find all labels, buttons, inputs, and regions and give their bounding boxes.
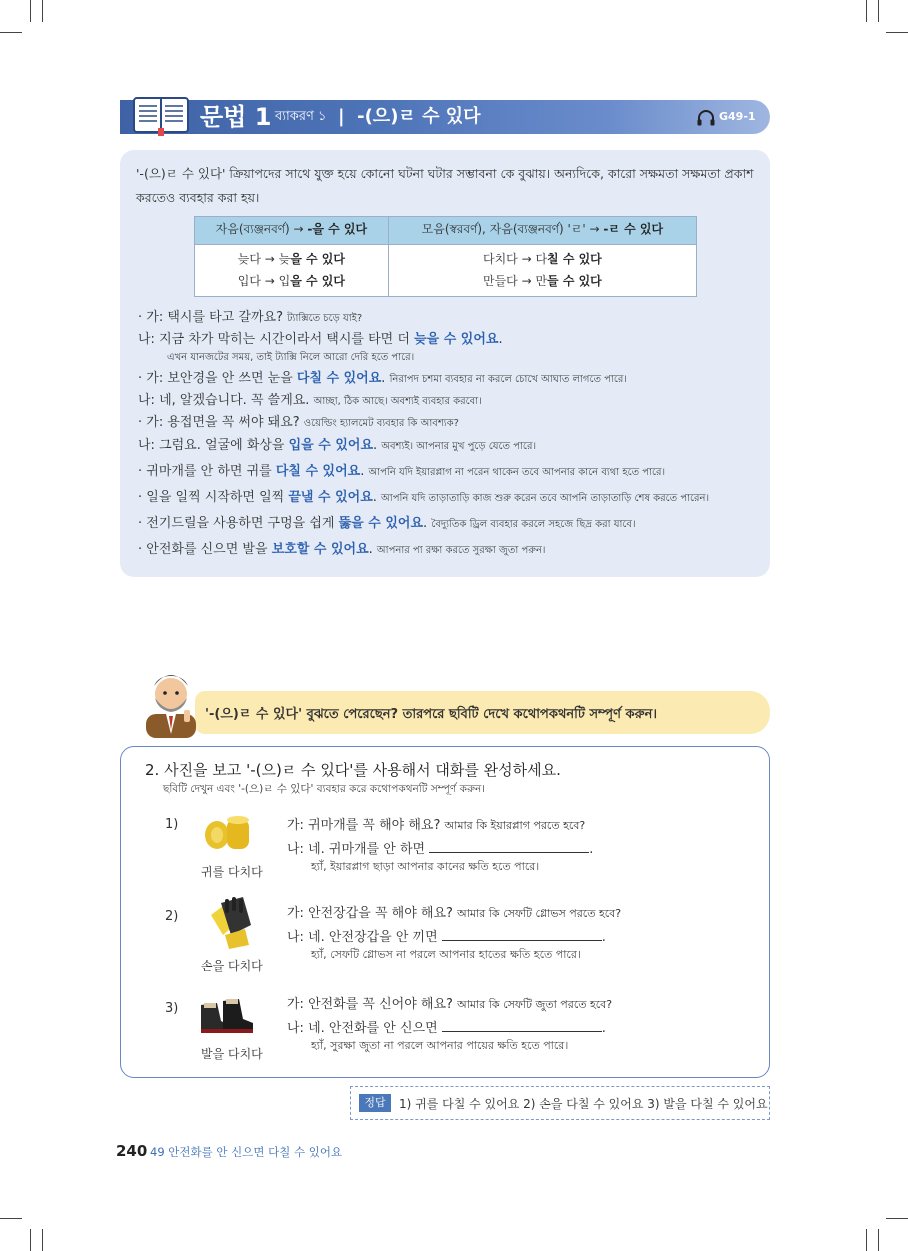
teacher-character <box>140 664 202 738</box>
speech-text: '-(으)ㄹ 수 있다' বুঝতে পেরেছেন? তারপরে ছবিটি দেখে কথোপকথনটি সম্পূর্ণ করুন। <box>205 707 657 722</box>
crop-mark <box>886 32 908 33</box>
answer-text: 1) 귀를 다칠 수 있어요 2) 손을 다칠 수 있어요 3) 발을 다칠 수 있어요 <box>399 1097 768 1111</box>
conjugation-header-consonant: 자음(ব্যঞ্জনবর্ণ) → -을 수 있다 <box>195 217 389 245</box>
conjugation-header-vowel: 모음(স্বরবর্ণ), 자음(ব্যঞ্জনবর্ণ) 'ㄹ' → -ㄹ 수 있다 <box>388 217 696 245</box>
crop-mark <box>0 1218 22 1219</box>
speech-bubble <box>195 691 770 734</box>
grammar-panel <box>120 150 770 577</box>
answer-translation: হ্যাঁ, সেফটি গ্লোভস না পরলে আপনার হাতের ক্ষতি হতে পারে। <box>311 948 581 961</box>
item-number: 3) <box>165 1001 179 1016</box>
book-icon <box>132 94 190 136</box>
example-line: 나: 네, 알겠습니다. 꼭 쓸게요. আচ্ছা, ঠিক আছে। অবশ্যই ব্যবহার করবো। <box>138 393 482 408</box>
crop-mark <box>878 0 879 22</box>
grammar-pattern: | -(으)ㄹ 수 있다 <box>338 106 481 127</box>
item-number: 1) <box>165 817 179 832</box>
crop-mark <box>30 1229 31 1251</box>
table-cell: 늦다 → 늦을 수 있다 <box>195 245 389 271</box>
table-cell: 입다 → 입을 수 있다 <box>195 270 389 297</box>
answer-line: 나: 네. 귀마개를 안 하면 . <box>287 842 594 857</box>
safety-shoes-image <box>195 995 259 1037</box>
table-row <box>195 245 697 271</box>
item-caption: 손을 다치다 <box>201 959 263 973</box>
audio-track-code[interactable]: G49-1 <box>719 110 756 123</box>
answer-key <box>350 1086 770 1120</box>
example-line: · 가: 택시를 타고 갈까요? ট্যাক্সিতে চড়ে যাই? <box>138 310 363 325</box>
crop-mark <box>866 1229 867 1251</box>
answer-label: 정답 <box>359 1094 391 1112</box>
exercise-title: 2. 사진을 보고 '-(으)ㄹ 수 있다'를 사용해서 대화를 완성하세요. <box>145 761 561 779</box>
exercise-box <box>120 746 770 1078</box>
item-caption: 귀를 다치다 <box>201 865 263 879</box>
answer-line: 나: 네. 안전장갑을 안 끼면 . <box>287 930 606 945</box>
section-subtitle: ব্যাকরণ ১ <box>275 109 327 124</box>
headphones-icon[interactable] <box>696 109 716 127</box>
earplugs-image <box>201 811 253 855</box>
example-line: · 가: 보안경을 안 쓰면 눈을 다칠 수 있어요. নিরাপদ চশমা ব্যবহার না করলে চোখে আঘাত লাগতে পারে। <box>138 371 627 386</box>
example-line: · 귀마개를 안 하면 귀를 다칠 수 있어요. আপনি যদি ইয়ারপ্লাগ না পরেন থাকেন তবে আপনার কানে ব্যথা হতে পারে। <box>138 464 666 479</box>
example-translation: এখন যানজটের সময়, তাই ট্যাক্সি নিলে আরো দেরি হতে পারে। <box>167 352 415 363</box>
conjugation-table-header <box>195 217 697 245</box>
answer-line: 나: 네. 안전화를 안 신으면 . <box>287 1021 606 1036</box>
answer-translation: হ্যাঁ, সুরক্ষা জুতা না পরলে আপনার পায়ের ক্ষতি হতে পারে। <box>311 1039 569 1052</box>
answer-blank[interactable] <box>442 928 602 941</box>
example-line: 나: 지금 차가 막히는 시간이라서 택시를 타면 더 늦을 수 있어요. <box>138 332 503 347</box>
example-line: · 전기드릴을 사용하면 구멍을 쉽게 뚫을 수 있어요. বৈদ্যুতিক ড্রিল ব্যবহার করলে সহজে ছিদ্র করা যাবে। <box>138 516 636 531</box>
grammar-intro: '-(으)ㄹ 수 있다' ক্রিয়াপদের সাথে যুক্ত হয়ে কোনো ঘটনা ঘটার সম্ভাবনা কে বুঝায়। অন্যদিকে, কারো সক্ষমতা সক্ষমতা প্রকাশ করতেও ব্যবহার করা হয়। <box>136 166 754 205</box>
gloves-image <box>205 895 257 949</box>
crop-mark <box>866 0 867 22</box>
crop-mark <box>878 1229 879 1251</box>
answer-blank[interactable] <box>442 1019 602 1032</box>
item-caption: 발을 다치다 <box>201 1047 263 1061</box>
page-number: 240 <box>116 1142 148 1160</box>
section-title: 문법 1 <box>200 103 272 131</box>
question-line: 가: 귀마개를 꼭 해야 해요? আমার কি ইয়ারপ্লাগ পরতে হবে? <box>287 818 586 833</box>
example-line: · 일을 일찍 시작하면 일찍 끝낼 수 있어요. আপনি যদি তাড়াতাড়ি কাজ শুরু করেন তবে আপনি তাড়াতাড়ি শেষ করতে পারেন। <box>138 490 710 505</box>
table-row <box>195 270 697 297</box>
crop-mark <box>42 1229 43 1251</box>
table-cell: 다치다 → 다칠 수 있다 <box>388 245 696 271</box>
chapter-title: 49 안전화를 안 신으면 다칠 수 있어요 <box>150 1145 343 1159</box>
exercise-subtitle: ছবিটি দেখুন এবং '-(으)ㄹ 수 있다' ব্যবহার করে কথোপকথনটি সম্পূর্ণ করুন। <box>163 783 486 795</box>
conjugation-table <box>194 216 697 297</box>
item-number: 2) <box>165 909 179 924</box>
crop-mark <box>30 0 31 22</box>
grammar-pattern-text: -(으)ㄹ 수 있다 <box>357 106 481 127</box>
grammar-header <box>120 100 770 134</box>
question-line: 가: 안전장갑을 꼭 해야 해요? আমার কি সেফটি গ্লোভস পরতে হবে? <box>287 906 622 921</box>
crop-mark <box>42 0 43 22</box>
example-line: · 안전화를 신으면 발을 보호할 수 있어요. আপনার পা রক্ষা করতে সুরক্ষা জুতা পরুন। <box>138 542 546 557</box>
table-cell: 만들다 → 만들 수 있다 <box>388 270 696 297</box>
crop-mark <box>886 1218 908 1219</box>
example-line: · 가: 용접면을 꼭 써야 돼요? ওয়েল্ডিং হ্যালমেট ব্যবহার কি আবশ্যক? <box>138 415 459 430</box>
question-line: 가: 안전화를 꼭 신어야 해요? আমার কি সেফটি জুতা পরতে হবে? <box>287 997 613 1012</box>
answer-blank[interactable] <box>429 840 589 853</box>
answer-translation: হ্যাঁ, ইয়ারপ্লাগ ছাড়া আপনার কানের ক্ষতি হতে পারে। <box>311 860 540 873</box>
example-line: 나: 그럼요. 얼굴에 화상을 입을 수 있어요. অবশ্যই। আপনার মুখ পুড়ে যেতে পারে। <box>138 438 537 453</box>
crop-mark <box>0 32 22 33</box>
